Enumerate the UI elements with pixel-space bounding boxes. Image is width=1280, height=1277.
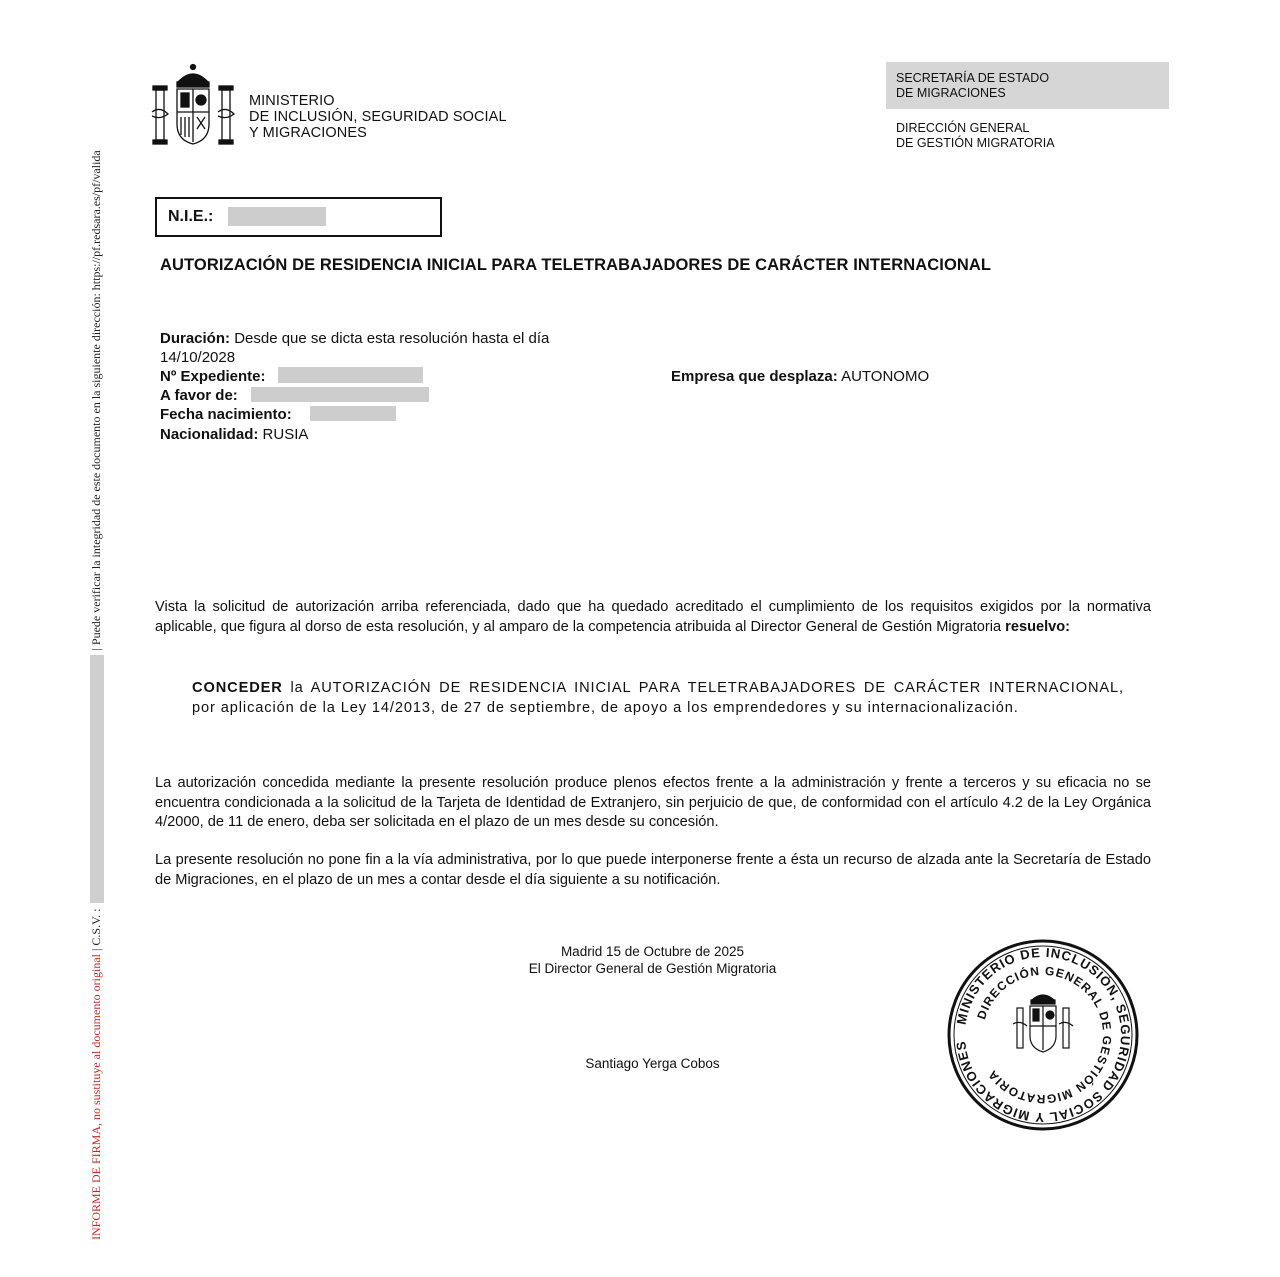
expediente-label: Nº Expediente:	[160, 368, 266, 385]
csv-label: | C.S.V. :	[89, 908, 103, 952]
ministry-name	[249, 93, 507, 141]
seal-outer-text: MINISTERIO DE INCLUSIÓN, SEGURIDAD SOCIAL Y MIGRACIONES	[953, 944, 1134, 1126]
duracion-value: Desde que se dicta esta resolución hasta el día	[234, 330, 550, 347]
signer-role: El Director General de Gestión Migratoria	[528, 961, 777, 976]
direccion-general	[896, 121, 1055, 151]
duracion-field	[160, 329, 549, 348]
expediente-redacted	[278, 367, 423, 383]
paragraph-recurso: La presente resolución no pone fin a la vía administrativa, por lo que puede interponerse frente a ésta un recurso de alzada ante la Secretaría de Estado de Migraciones, en el plazo de un mes a contar desde el día siguiente a su notificación.	[155, 852, 1151, 888]
csv-redacted	[90, 655, 104, 903]
nacionalidad-label: Nacionalidad:	[160, 426, 259, 443]
margin-verification-note	[89, 90, 104, 1240]
ministry-line-2: DE INCLUSIÓN, SEGURIDAD SOCIAL	[249, 109, 507, 125]
signer-name: Santiago Yerga Cobos	[585, 1056, 720, 1071]
paragraph-vista-text: Vista la solicitud de autorización arriba referenciada, dado que ha quedado acreditado el cumplimiento de los requisitos exigidos por la normativa aplicable, que figura al dorso de esta resolución, y al amparo de la competencia atribuida al Director General de Gestión Migratoria	[155, 599, 1151, 635]
nie-box	[155, 197, 442, 237]
verify-url-note: | Puede verificar la integridad de este documento en la siguiente dirección: https://pf.redsara.es/pf/valida	[89, 150, 103, 651]
favor-redacted	[251, 387, 429, 402]
direccion-line-1: DIRECCIÓN GENERAL	[896, 121, 1030, 135]
duracion-date: 14/10/2028	[160, 349, 236, 366]
conceder-bold: CONCEDER	[192, 680, 283, 696]
svg-text:DIRECCIÓN GENERAL DE GESTIÓN M	[974, 964, 1114, 1106]
paragraph-vista	[155, 598, 1151, 637]
place-date: Madrid 15 de Octubre de 2025	[560, 944, 745, 959]
favor-field	[160, 386, 238, 405]
nie-redacted	[228, 207, 326, 226]
duracion-label: Duración:	[160, 330, 231, 347]
expediente-field	[160, 367, 266, 386]
official-seal	[946, 938, 1140, 1132]
direccion-line-2: DE GESTIÓN MIGRATORIA	[896, 136, 1055, 150]
paragraph-conceder	[192, 679, 1124, 718]
nacimiento-redacted	[310, 406, 396, 421]
paragraph-efectos: La autorización concedida mediante la presente resolución produce plenos efectos frente a la administración y frente a terceros y su eficacia no se encuentra condicionada a la solicitud de la Tarjeta de Identidad de Extranjero, sin perjuicio de que, de conformidad con el artículo 4.2 de la Ley Orgánica 4/2000, de 11 de enero, deba ser solicitada en el plazo de un mes desde su concesión.	[155, 775, 1151, 830]
ministry-line-1: MINISTERIO	[249, 93, 335, 109]
nacionalidad-value: RUSIA	[262, 426, 309, 443]
empresa-label: Empresa que desplaza:	[671, 368, 838, 385]
secretaria-box	[886, 62, 1169, 109]
signature-report-notice: INFORME DE FIRMA, no sustituye al documento original	[89, 954, 103, 1240]
resuelvo-text: resuelvo:	[1005, 618, 1071, 635]
nacionalidad-field	[160, 425, 308, 444]
empresa-field	[671, 367, 929, 386]
seal-emblem-icon	[1013, 995, 1073, 1052]
secretaria-line-2: DE MIGRACIONES	[896, 86, 1006, 100]
secretaria-line-1: SECRETARÍA DE ESTADO	[896, 71, 1050, 85]
nacimiento-field	[160, 405, 292, 424]
ministry-line-3: Y MIGRACIONES	[249, 125, 367, 141]
seal-inner-text: DIRECCIÓN GENERAL DE GESTIÓN MIGRATORIA	[974, 963, 1115, 1107]
place-date-block	[505, 943, 800, 977]
favor-label: A favor de:	[160, 387, 238, 404]
nacimiento-label: Fecha nacimiento:	[160, 406, 292, 423]
nie-label: N.I.E.:	[168, 208, 214, 225]
coat-of-arms-logo	[150, 62, 236, 152]
document-title: AUTORIZACIÓN DE RESIDENCIA INICIAL PARA TELETRABAJADORES DE CARÁCTER INTERNACIONAL	[160, 256, 992, 274]
conceder-text: la AUTORIZACIÓN DE RESIDENCIA INICIAL PARA TELETRABAJADORES DE CARÁCTER INTERNACIONAL, por aplicación de la Ley 14/2013, de 27 de septiembre, de apoyo a los emprendedores y su internacionalización.	[192, 680, 1124, 716]
empresa-value: AUTONOMO	[841, 368, 930, 385]
